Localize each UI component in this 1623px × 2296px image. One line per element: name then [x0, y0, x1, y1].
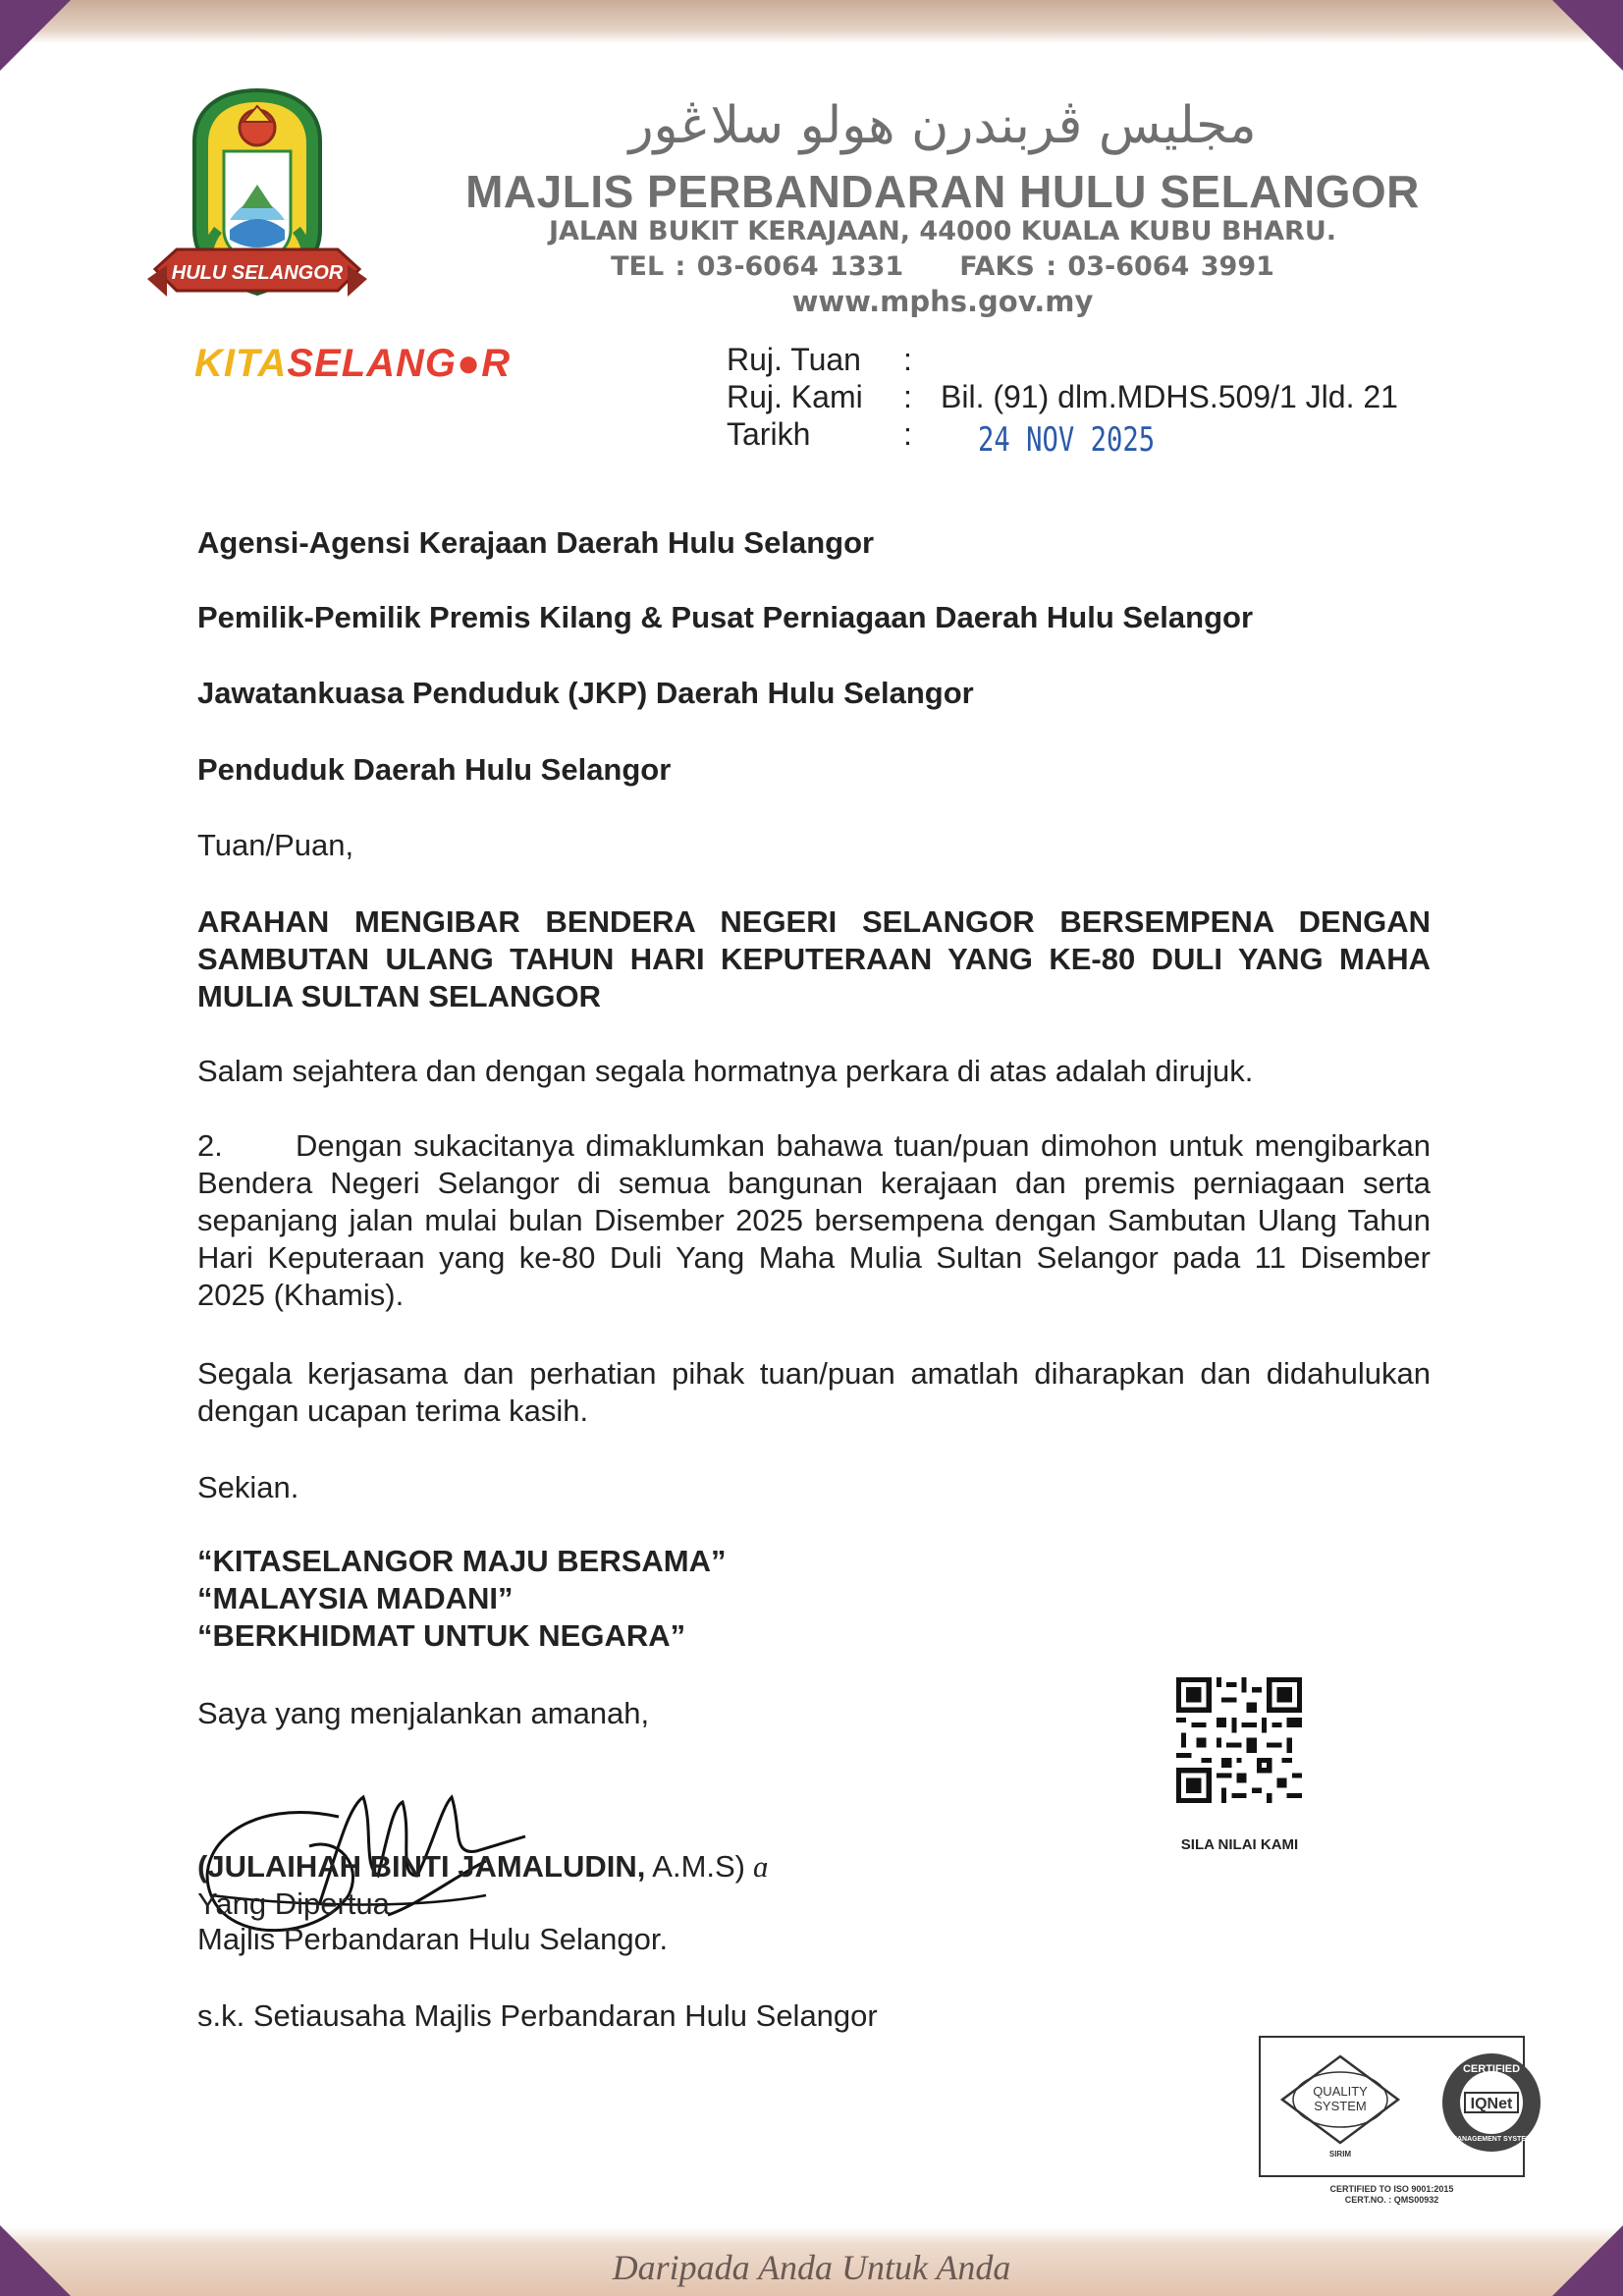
- ruj-tuan-colon: :: [903, 342, 912, 377]
- qr-code-icon: [1176, 1677, 1302, 1803]
- paragraph-1: Salam sejahtera dan dengan segala hormatnya perkara di atas adalah dirujuk.: [197, 1054, 1254, 1088]
- council-crest-logo: [147, 82, 367, 318]
- council-website: www.mphs.gov.my: [791, 285, 1094, 318]
- salutation: Tuan/Puan,: [197, 828, 354, 862]
- kitaselangor-brand-logo: [194, 342, 511, 386]
- iso-cert-line: CERTIFIED TO ISO 9001:2015: [1329, 2184, 1454, 2194]
- sirim-text: SIRIM: [1328, 2150, 1352, 2159]
- slogan-2: “MALAYSIA MADANI”: [197, 1581, 514, 1615]
- system-text: SYSTEM: [1314, 2099, 1367, 2113]
- corner-triangle-top-right: [1552, 0, 1623, 71]
- brand-part-selang: SELANG: [287, 342, 458, 385]
- signatory-honorific: A.M.S): [645, 1849, 746, 1884]
- council-name: MAJLIS PERBANDARAN HULU SELANGOR: [465, 166, 1420, 217]
- footer-motto: Daripada Anda Untuk Anda: [612, 2248, 1011, 2287]
- recipient-1: Agensi-Agensi Kerajaan Daerah Hulu Selangor: [197, 525, 875, 560]
- certified-text: CERTIFIED: [1462, 2063, 1521, 2075]
- trust-line: Saya yang menjalankan amanah,: [197, 1696, 650, 1730]
- logo-banner-text: HULU SELANGOR: [171, 262, 344, 284]
- ruj-kami-label: Ruj. Kami: [727, 379, 863, 414]
- iqnet-text: IQNet: [1470, 2096, 1513, 2112]
- council-address: JALAN BUKIT KERAJAAN, 44000 KUALA KUBU BHARU.: [548, 216, 1337, 246]
- recipient-2: Pemilik-Pemilik Premis Kilang & Pusat Perniagaan Daerah Hulu Selangor: [197, 600, 1254, 634]
- closing-sekian: Sekian.: [197, 1470, 299, 1504]
- iqnet-certified-seal: [1439, 2050, 1543, 2155]
- council-phone: TEL : 03-6064 1331 FAKS : 03-6064 3991: [611, 251, 1274, 282]
- corner-triangle-top-left: [0, 0, 71, 71]
- brand-part-kita: KITA: [194, 342, 288, 385]
- paragraph-2: [197, 1127, 1431, 1314]
- paragraph-2-text: Dengan sukacitanya dimaklumkan bahawa tuan/puan dimohon untuk mengibarkan Bendera Negeri Selangor di semua bangunan kerajaan dan premis perniagaan serta sepanjang jalan mulai bulan Disember 2025 bersempena dengan Sambutan Ulang Tahun Hari Keputeraan yang ke-80 Duli Yang Maha Mulia Sultan Selangor pada 11 Disember 2025 (Khamis).: [197, 1128, 1431, 1312]
- cc-line: s.k. Setiausaha Majlis Perbandaran Hulu Selangor: [197, 1998, 878, 2033]
- quality-text: QUALITY: [1313, 2084, 1368, 2099]
- signatory-name-line: [197, 1848, 1431, 1886]
- brand-part-r: R: [481, 342, 512, 385]
- council-name-jawi: مجليس ڤربندرن هولو سلاڠور: [628, 96, 1257, 155]
- recipient-4: Penduduk Daerah Hulu Selangor: [197, 752, 672, 787]
- tarikh-colon: :: [903, 416, 912, 452]
- cert-number-line: CERT.NO. : QMS00932: [1344, 2195, 1439, 2205]
- recipient-3: Jawatankuasa Penduduk (JKP) Daerah Hulu Selangor: [197, 676, 974, 710]
- top-border-band: [0, 0, 1623, 43]
- paragraph-3: Segala kerjasama dan perhatian pihak tuan/puan amatlah diharapkan dan didahulukan dengan ucapan terima kasih.: [197, 1356, 1431, 1428]
- ruj-tuan-label: Ruj. Tuan: [727, 342, 861, 377]
- ruj-kami-value: Bil. (91) dlm.MDHS.509/1 Jld. 21: [941, 379, 1398, 414]
- paragraph-2-number: 2.: [197, 1128, 223, 1163]
- ruj-kami-colon: :: [903, 379, 912, 414]
- management-system-text: MANAGEMENT SYSTEM: [1451, 2136, 1532, 2143]
- date-stamp: 24 NOV 2025: [978, 420, 1156, 460]
- location-pin-icon: ●: [457, 342, 482, 385]
- qr-label: SILA NILAI KAMI: [1180, 1836, 1299, 1853]
- signatory-name: (JULAIHAH BINTI JAMALUDIN,: [197, 1849, 646, 1884]
- initial-mark-icon: ɑ: [753, 1849, 769, 1884]
- subject-heading: ARAHAN MENGIBAR BENDERA NEGERI SELANGOR BERSEMPENA DENGAN SAMBUTAN ULANG TAHUN HARI KEPUTERAAN YANG KE-80 DULI YANG MAHA MULIA SULTAN SELANGOR: [197, 904, 1431, 1013]
- iso-certification-text: [1259, 2184, 1525, 2206]
- signatory-organization: Majlis Perbandaran Hulu Selangor.: [197, 1922, 669, 1956]
- slogan-1: “KITASELANGOR MAJU BERSAMA”: [197, 1544, 727, 1578]
- slogan-3: “BERKHIDMAT UNTUK NEGARA”: [197, 1618, 686, 1653]
- signatory-position: Yang Dipertua: [197, 1886, 390, 1921]
- tarikh-label: Tarikh: [727, 416, 811, 452]
- sirim-quality-system-logo: [1276, 2052, 1404, 2160]
